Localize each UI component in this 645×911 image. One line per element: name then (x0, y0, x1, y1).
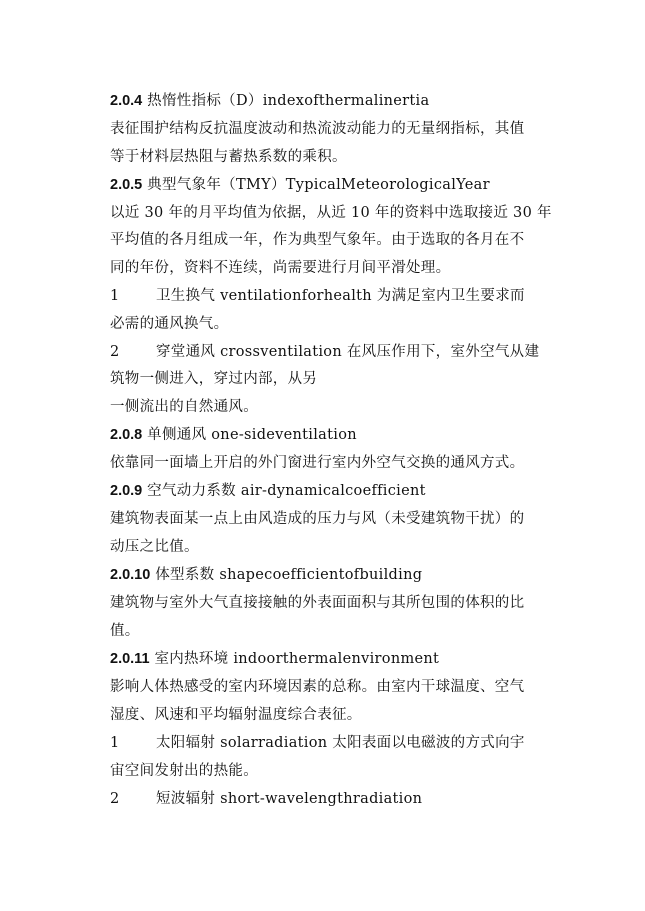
term-heading-2-0-11 (110, 650, 439, 668)
definition-line: 值。 (110, 623, 140, 639)
definition-line: 动压之比值。 (110, 539, 199, 555)
term-heading-2-0-5 (110, 176, 490, 194)
definition-line: 宙空间发射出的热能。 (110, 763, 258, 779)
sub-term-number: 1 (110, 288, 120, 304)
term-heading-2-0-9 (110, 482, 426, 500)
sub-term-text: 卫生换气 ventilationforhealth 为满足室内卫生要求而 (156, 288, 525, 304)
term-title: 热惰性指标（D）indexofthermalinertia (147, 93, 430, 109)
definition-line: 必需的通风换气。 (110, 316, 229, 332)
definition-line: 筑物一侧进入，穿过内部，从另 (110, 371, 318, 387)
definition-line: 平均值的各月组成一年，作为典型气象年。由于选取的各月在不 (110, 232, 525, 248)
term-title: 体型系数 shapecoefficientofbuilding (155, 567, 423, 583)
sub-term-heading (110, 790, 422, 808)
sub-term-text: 短波辐射 short-wavelengthradiation (156, 791, 423, 807)
sub-term-heading (110, 734, 525, 752)
term-heading-2-0-8 (110, 426, 357, 444)
sub-term-number: 2 (110, 791, 120, 807)
term-number: 2.0.11 (110, 651, 150, 667)
definition-line: 建筑物与室外大气直接接触的外表面面积与其所包围的体积的比 (110, 595, 525, 611)
term-title: 典型气象年（TMY）TypicalMeteorologicalYear (147, 177, 490, 193)
sub-term-heading (110, 343, 539, 361)
definition-line: 同的年份，资料不连续，尚需要进行月间平滑处理。 (110, 260, 451, 276)
definition-line: 以近 30 年的月平均值为依据，从近 10 年的资料中选取接近 30 年 (110, 205, 552, 221)
definition-line: 影响人体热感受的室内环境因素的总称。由室内干球温度、空气 (110, 679, 525, 695)
definition-line: 一侧流出的自然通风。 (110, 399, 258, 415)
sub-term-number: 1 (110, 735, 120, 751)
term-number: 2.0.10 (110, 567, 151, 583)
sub-term-heading (110, 287, 525, 305)
sub-term-text: 穿堂通风 crossventilation 在风压作用下，室外空气从建 (156, 344, 540, 360)
term-title: 室内热环境 indoorthermalenvironment (154, 651, 440, 667)
term-number: 2.0.8 (110, 427, 143, 443)
definition-line: 等于材料层热阻与蓄热系数的乘积。 (110, 149, 347, 165)
sub-term-text: 太阳辐射 solarradiation 太阳表面以电磁波的方式向宇 (156, 735, 525, 751)
definition-line: 依靠同一面墙上开启的外门窗进行室内外空气交换的通风方式。 (110, 455, 525, 471)
definition-line: 表征围护结构反抗温度波动和热流波动能力的无量纲指标，其值 (110, 121, 525, 137)
term-heading-2-0-10 (110, 566, 422, 584)
term-number: 2.0.9 (110, 483, 143, 499)
sub-term-number: 2 (110, 344, 120, 360)
term-title: 单侧通风 one-sideventilation (147, 427, 357, 443)
term-number: 2.0.5 (110, 177, 143, 193)
definition-line: 建筑物表面某一点上由风造成的压力与风（未受建筑物干扰）的 (110, 511, 525, 527)
term-number: 2.0.4 (110, 93, 143, 109)
term-title: 空气动力系数 air-dynamicalcoefficient (147, 483, 426, 499)
definition-line: 湿度、风速和平均辐射温度综合表征。 (110, 707, 362, 723)
term-heading-2-0-4 (110, 92, 429, 110)
